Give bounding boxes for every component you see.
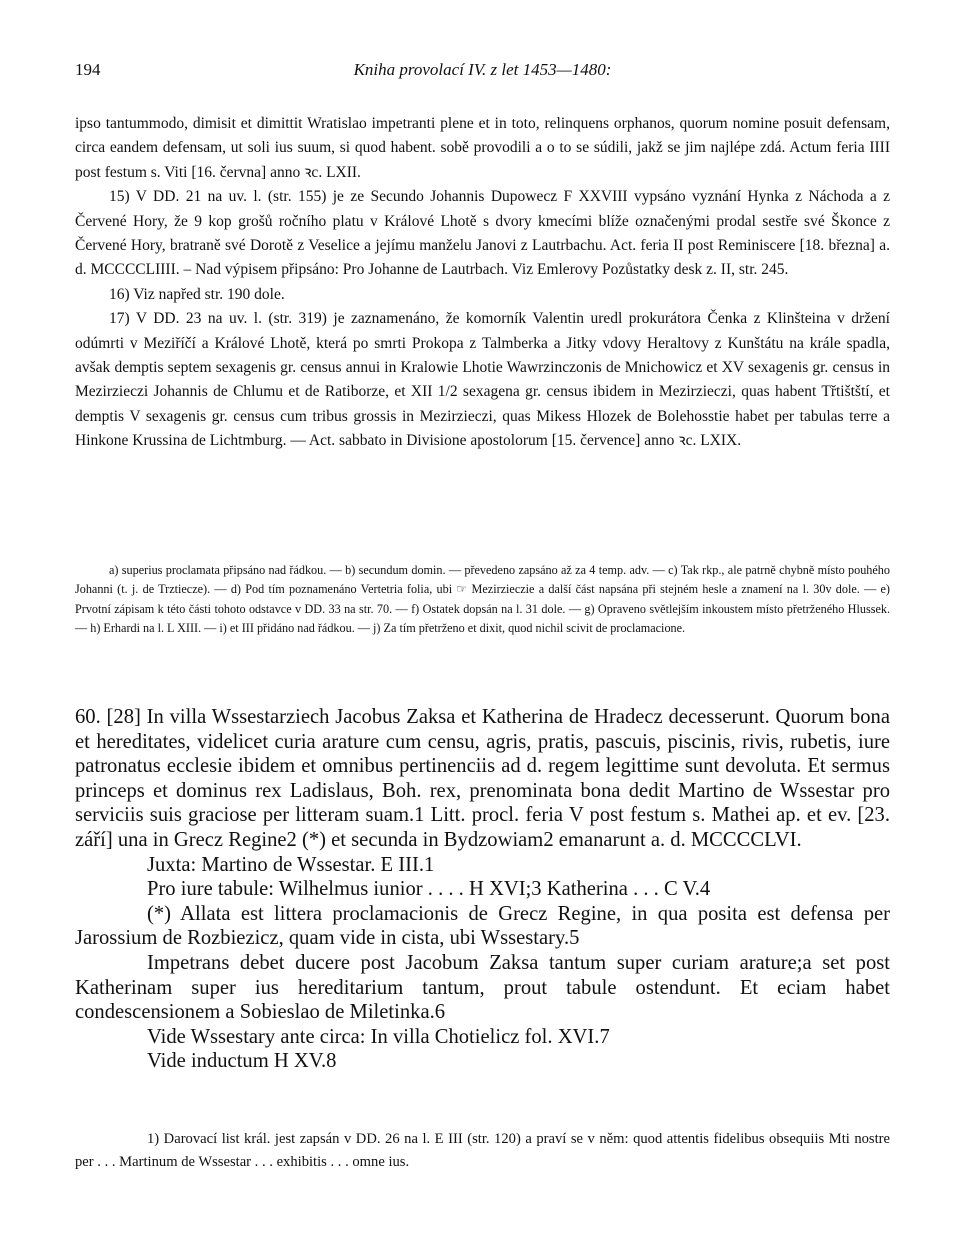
- page-header: [75, 60, 890, 84]
- previous-entry-continuation: [75, 112, 890, 454]
- entry-60-paragraph-1: 60. [28] In villa Wssestarziech Jacobus Zaksa et Katherina de Hradecz decesserunt. Quorum bona et hereditates, videlicet curia arature cum censu, agris, pratis, pascuis, piscinis, rivis, rubetis, iure patronatus ecclesie ibidem et omnibus pertinenciis ad d. regem legittime sunt devoluta. Et sermus princeps et dominus rex Ladislaus, Boh. rex, prenominata bona dedit Martino de Wssestar pro serviciis suis graciose per litteram suam.1 Litt. procl. feria V post festum s. Mathei ap. et ev. [23. září] una in Grecz Regine2 (*) et secunda in Bydzowiam2 emanarunt a. d. MCCCCLVI.: [75, 706, 890, 851]
- note-16: 16) Viz napřed str. 190 dole.: [109, 285, 285, 303]
- critical-apparatus: [75, 561, 890, 638]
- entry-60-allata: (*) Allata est littera proclamacionis de Grecz Regine, in qua posita est defensa per Jarossium de Rozbiezicz, quam vide in cista, ubi Wssestary.5: [75, 902, 890, 950]
- footnotes: [75, 1128, 890, 1174]
- note-15: 15) V DD. 21 na uv. l. (str. 155) je ze Secundo Johannis Dupowecz F XXVIII vypsáno vyznání Hynka z Náchoda a z Červené Hory, že 9 kop grošů ročního platu v Králové Lhotě s dvory kmecími blíže označenými prodal sestře své Škonce z Červené Hory, bratraně své Dorotě z Veselice a jejímu manželu Janovi z Lautrbachu. Act. feria II post Reminiscere [18. března] a. d. MCCCCLIIII. – Nad výpisem připsáno: Pro Johanne de Lautrbach. Viz Emlerovy Pozůstatky desk z. II, str. 245.: [75, 188, 890, 279]
- entry-60-pro-iure: Pro iure tabule: Wilhelmus iunior . . . . H XVI;3 Katherina . . . C V.4: [147, 878, 711, 901]
- entry-text: ipso tantummodo, dimisit et dimittit Wratislao impetranti plene et in toto, relinquens orphanos, quorum nomine posuit defensam, circa eandem defensam, ut soli ius suum, si quod habent. sobě provodili a o to se súdili, jakž se jim najlépe zdá. Actum feria IIII post festum s. Viti [16. června] anno ꝛc. LXII.: [75, 115, 890, 181]
- entry-60: [75, 705, 890, 1074]
- footnote-1: 1) Darovací list král. jest zapsán v DD. 26 na l. E III (str. 120) a praví se v něm: quod attentis fidelibus obsequiis Mti nostre per . . . Martinum de Wssestar . . . exhibitis . . . omne ius.: [75, 1131, 890, 1170]
- entry-60-juxta: Juxta: Martino de Wssestar. E III.1: [147, 853, 435, 876]
- entry-60-vide-1: Vide Wssestary ante circa: In villa Chotielicz fol. XVI.7: [147, 1025, 610, 1048]
- page-number: 194: [75, 60, 101, 79]
- apparatus-notes: a) superius proclamata připsáno nad řádkou. — b) secundum domin. — převedeno zapsáno až za 4 temp. adv. — c) Tak rkp., ale patrně chybně místo pouhého Johanni (t. j. de Trztiecze). — d) Pod tím poznamenáno Vertetria folia, ubi ☞ Mezirzieczie a další část napsána při stejném hesle a znamení na l. 30v dole. — e) Prvotní zápisam k této části tohoto odstavce v DD. 33 na str. 70. — f) Ostatek dopsán na l. 31 dole. — g) Opraveno světlejším inkoustem místo přetrženého Hlussek. — h) Erhardi na l. L XIII. — i) et III přidáno nad řádkou. — j) Za tím přetrženo et dixit, quod nichil scivit de proclamacione.: [75, 563, 890, 635]
- entry-60-impetrans: Impetrans debet ducere post Jacobum Zaksa tantum super curiam arature;a set post Katherinam super ius hereditarium tantum, prout tabule ostendunt. Et eciam habet condescensionem a Sobieslao de Miletinka.6: [75, 951, 890, 1024]
- entry-60-vide-2: Vide inductum H XV.8: [147, 1050, 337, 1073]
- running-title: Kniha provolací IV. z let 1453—1480:: [353, 60, 612, 79]
- note-17: 17) V DD. 23 na uv. l. (str. 319) je zaznamenáno, že komorník Valentin uredl prokurátora Čenka z Klinšteina v držení odúmrti v Meziříčí a Králové Lhotě, která po smrti Prokopa z Talmberka a Jitky vdovy Heraltovy z Kunštátu na krále spadla, avšak demptis septem sexagenis gr. census annui in Kralowie Lhotie Wawrzinczonis de Mnichowicz et XV sexagenis gr. census in Mezirzieczi Johannis de Chlumu et de Ratiborze, et XII 1/2 sexagena gr. census ibidem in Mezirzieczi, quas habent Třtištští, et demptis V sexagenis gr. census cum tribus grossis in Mezirzieczi, quas Mikess Hlozek de Bolehosstie habet per tabulas terre a Hinkone Krussina de Lichtmburg. — Act. sabbato in Divisione apostolorum [15. července] anno ꝛc. LXIX.: [75, 310, 890, 450]
